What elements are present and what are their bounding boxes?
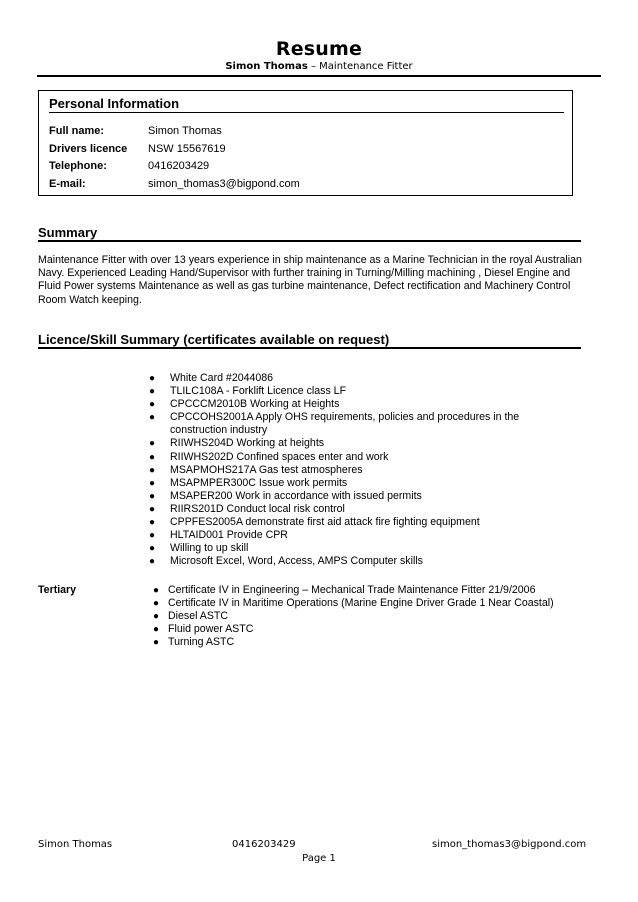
- bullet-icon: ●: [149, 373, 156, 384]
- list-item: ● HLTAID001 Provide CPR: [149, 529, 288, 542]
- personal-info-heading: Personal Information: [49, 96, 180, 111]
- summary-divider: [38, 240, 581, 242]
- field-value: 0416203429: [148, 160, 210, 172]
- footer-phone: 0416203429: [232, 839, 296, 850]
- list-item: ● RIIRS201D Conduct local risk control: [149, 502, 345, 515]
- list-item: ● CPCCOHS2001A Apply OHS requirements, policies and procedures in the construction industry: [149, 411, 520, 437]
- licence-heading: Licence/Skill Summary (certificates available on request): [38, 332, 390, 347]
- bullet-icon: ●: [153, 598, 160, 610]
- field-label: E-mail:: [49, 178, 86, 190]
- list-item: ● Fluid power ASTC: [153, 623, 254, 636]
- bullet-icon: ●: [149, 438, 156, 450]
- summary-heading: Summary: [38, 225, 98, 240]
- field-label: Full name:: [49, 125, 105, 137]
- field-label: Drivers licence: [49, 143, 128, 155]
- list-item: ● CPPFES2005A demonstrate first aid attack fire fighting equipment: [149, 516, 480, 529]
- field-label: Telephone:: [49, 160, 107, 172]
- subtitle-role: – Maintenance Fitter: [307, 61, 413, 72]
- page-number: Page 1: [302, 853, 336, 864]
- bullet-icon: ●: [149, 386, 156, 398]
- bullet-icon: ●: [153, 624, 160, 636]
- tertiary-list: [153, 584, 588, 649]
- bullet-icon: ●: [149, 412, 156, 424]
- footer-email: simon_thomas3@bigpond.com: [432, 839, 587, 850]
- list-item: ● Microsoft Excel, Word, Access, AMPS Computer skills: [149, 555, 423, 568]
- summary-text: Maintenance Fitter with over 13 years experience in ship maintenance as a Marine Technician in the royal Australian Navy. Experienced Leading Hand/Supervisor with further training in Turning/Milling machining , Diesel Engine and Fluid Power systems Maintenance as well as gas turbine maintenance, Defect rectification and Machinery Control Room Watch keeping.: [38, 254, 582, 306]
- list-item: ● MSAPMOHS217A Gas test atmospheres: [149, 463, 363, 476]
- licence-list: [149, 372, 540, 568]
- list-item: ● White Card #2044086: [149, 372, 274, 384]
- bullet-icon: ●: [153, 585, 160, 596]
- bullet-icon: ●: [149, 503, 156, 515]
- list-item: ● Willing to up skill: [149, 542, 249, 555]
- list-item: ● RIIWHS202D Confined spaces enter and work: [149, 450, 389, 463]
- field-value: simon_thomas3@bigpond.com: [148, 178, 300, 190]
- list-item: ● TLILC108A - Forklift Licence class LF: [149, 385, 347, 398]
- bullet-icon: ●: [149, 556, 156, 568]
- list-item: ● MSAPER200 Work in accordance with issued permits: [149, 489, 422, 502]
- list-item: ● Turning ASTC: [153, 636, 235, 649]
- list-item: ● Certificate IV in Maritime Operations (Marine Engine Driver Grade 1 Near Coastal): [153, 597, 554, 610]
- list-item: ● Diesel ASTC: [153, 610, 229, 623]
- bullet-icon: ●: [149, 451, 156, 463]
- bullet-icon: ●: [149, 399, 156, 411]
- bullet-icon: ●: [149, 464, 156, 476]
- page-subtitle: [0, 61, 638, 72]
- bullet-icon: ●: [149, 477, 156, 489]
- tertiary-label: Tertiary: [38, 584, 77, 596]
- page-title: Resume: [275, 38, 363, 60]
- list-item: ● CPCCCM2010B Working at Heights: [149, 398, 340, 411]
- bullet-icon: ●: [149, 490, 156, 502]
- bullet-icon: ●: [149, 530, 156, 542]
- personal-info-divider: [49, 112, 564, 113]
- bullet-icon: ●: [153, 611, 160, 623]
- field-value: Simon Thomas: [148, 125, 222, 137]
- list-item: ● RIIWHS204D Working at heights: [149, 437, 325, 450]
- bullet-icon: ●: [153, 637, 160, 649]
- field-value: NSW 15567619: [148, 143, 226, 155]
- header-divider: [37, 75, 601, 77]
- subtitle-name: Simon Thomas: [225, 61, 308, 72]
- licence-divider: [38, 347, 581, 349]
- bullet-icon: ●: [149, 543, 156, 555]
- bullet-icon: ●: [149, 517, 156, 529]
- list-item: ● Certificate IV in Engineering – Mechanical Trade Maintenance Fitter 21/9/2006: [153, 584, 536, 596]
- footer-name: Simon Thomas: [38, 839, 113, 850]
- list-item: ● MSAPMPER300C Issue work permits: [149, 476, 348, 489]
